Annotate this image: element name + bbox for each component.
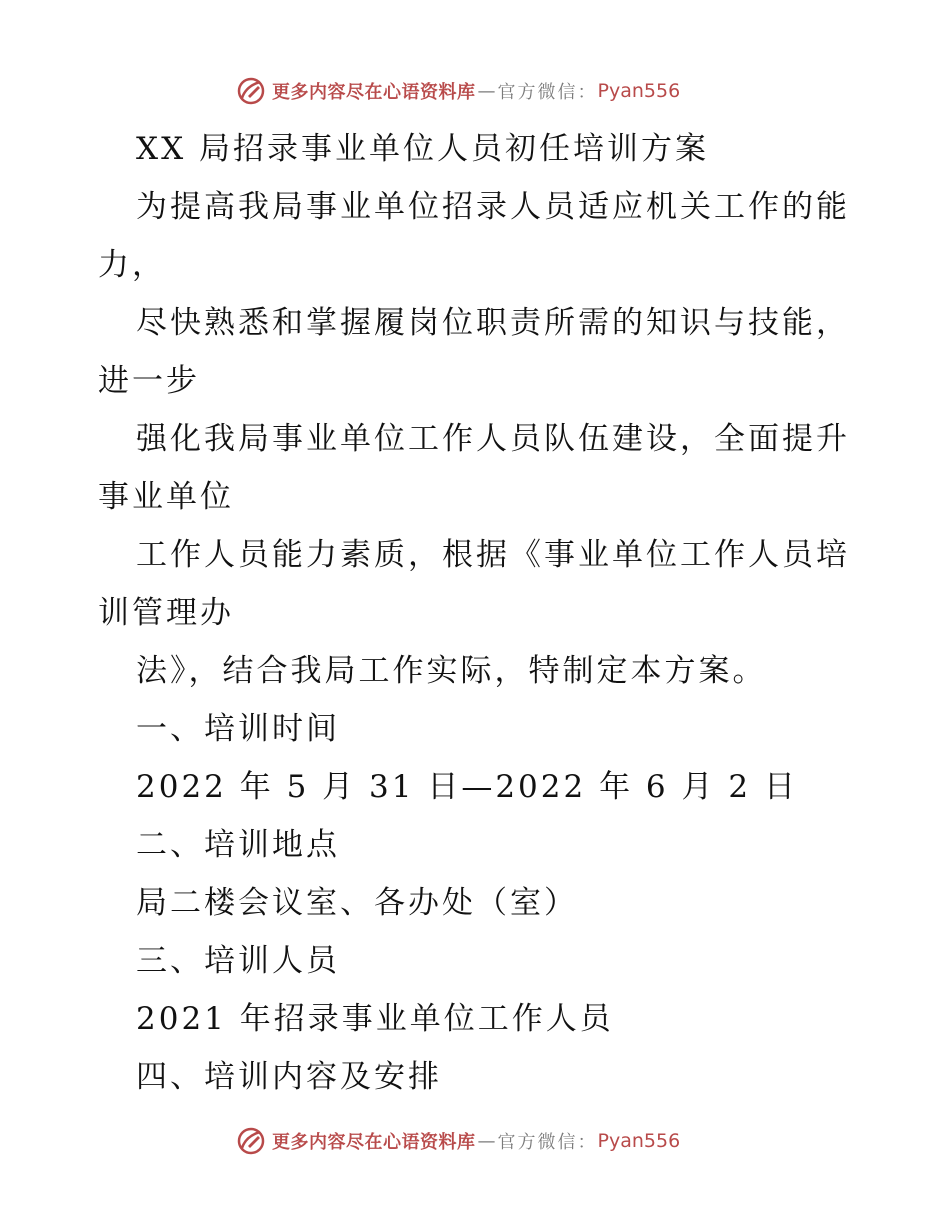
section-heading-time: 一、培训时间 xyxy=(136,711,340,747)
doc-line: 为提高我局事业单位招录人员适应机关工作的能 xyxy=(136,189,850,225)
pen-logo-icon xyxy=(236,1126,266,1156)
watermark-text: 更多内容尽在心语资料库 xyxy=(272,1132,476,1153)
doc-line: 工作人员能力素质，根据《事业单位工作人员培 xyxy=(136,537,850,573)
doc-line: 尽快熟悉和掌握履岗位职责所需的知识与技能， xyxy=(136,305,850,341)
watermark-label: 官方微信： xyxy=(497,82,598,103)
pen-logo-icon xyxy=(236,76,266,106)
doc-line: 事业单位 xyxy=(98,479,234,515)
doc-line: 力， xyxy=(98,247,166,283)
doc-line: 2022 年 5 月 31 日—2022 年 6 月 2 日 xyxy=(136,769,798,805)
watermark-text: 更多内容尽在心语资料库 xyxy=(272,82,476,103)
watermark-label: 官方微信： xyxy=(497,1132,598,1153)
header-watermark xyxy=(236,74,680,108)
doc-line: 局二楼会议室、各办处（室） xyxy=(136,885,578,921)
section-heading-personnel: 三、培训人员 xyxy=(136,943,340,979)
doc-line: 2021 年招录事业单位工作人员 xyxy=(136,1001,614,1037)
watermark-id: Pyan556 xyxy=(597,1130,681,1152)
doc-line: 强化我局事业单位工作人员队伍建设，全面提升 xyxy=(136,421,850,457)
watermark-separator: — xyxy=(477,1130,496,1152)
doc-title: XX 局招录事业单位人员初任培训方案 xyxy=(136,131,709,167)
watermark-separator: — xyxy=(477,80,496,102)
section-heading-content: 四、培训内容及安排 xyxy=(136,1059,442,1095)
section-heading-location: 二、培训地点 xyxy=(136,827,340,863)
doc-line: 法》，结合我局工作实际，特制定本方案。 xyxy=(136,653,767,689)
document-body xyxy=(98,120,858,1106)
watermark-id: Pyan556 xyxy=(597,80,681,102)
doc-line: 进一步 xyxy=(98,363,200,399)
doc-line: 训管理办 xyxy=(98,595,234,631)
footer-watermark xyxy=(236,1124,680,1158)
